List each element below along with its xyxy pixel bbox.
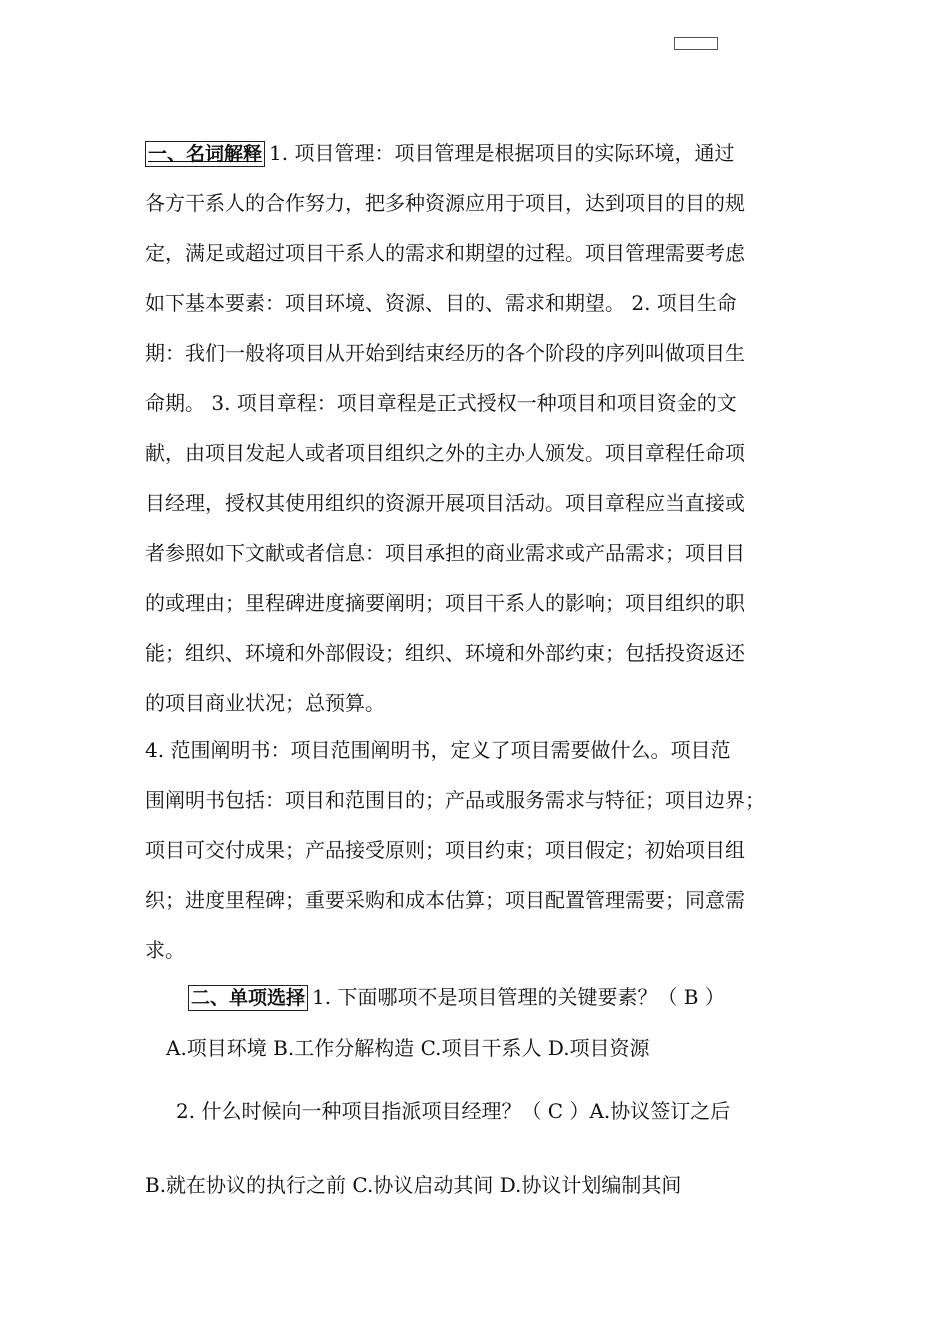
question-2: 2. 什么时候向一种项目指派项目经理？（ C ）A.协议签订之后 <box>176 1099 731 1123</box>
text-line: 的或理由；里程碑进度摘要阐明；项目干系人的影响；项目组织的职 <box>145 591 745 615</box>
section-heading-definitions: 一、名词解释 <box>145 141 265 167</box>
question-2-options: B.就在协议的执行之前 C.协议启动其间 D.协议计划编制其间 <box>145 1173 682 1197</box>
section-heading-single-choice: 二、单项选择 <box>188 985 308 1011</box>
text-line: 者参照如下文献或者信息：项目承担的商业需求或产品需求；项目目 <box>145 541 745 565</box>
text-line: 如下基本要素：项目环境、资源、目的、需求和期望。 2. 项目生命 <box>145 291 737 315</box>
definitions-first-line <box>145 128 825 178</box>
text-line: 1. 项目管理：项目管理是根据项目的实际环境，通过 <box>269 141 735 165</box>
text-line: 献，由项目发起人或者项目组织之外的主办人颁发。项目章程任命项 <box>145 441 745 465</box>
text-line: 的项目商业状况；总预算。 <box>145 691 385 715</box>
text-line: 求。 <box>145 938 185 962</box>
text-line: 目经理，授权其使用组织的资源开展项目活动。项目章程应当直接或 <box>145 491 745 515</box>
scope-statement-paragraph <box>145 725 825 975</box>
text-line: 各方干系人的合作努力，把多种资源应用于项目，达到项目的目的规 <box>145 191 745 215</box>
text-line: 能；组织、环境和外部假设；组织、环境和外部约束；包括投资返还 <box>145 641 745 665</box>
text-line: 4. 范围阐明书：项目范围阐明书，定义了项目需要做什么。项目范 <box>145 738 731 762</box>
text-line: 定，满足或超过项目干系人的需求和期望的过程。项目管理需要考虑 <box>145 241 745 265</box>
text-line: 命期。 3. 项目章程：项目章程是正式授权一种项目和项目资金的文 <box>145 391 737 415</box>
text-line: 项目可交付成果；产品接受原则；项目约束；项目假定；初始项目组 <box>145 838 745 862</box>
text-line: 期：我们一般将项目从开始到结束经历的各个阶段的序列叫做项目生 <box>145 341 745 365</box>
page-number-box <box>674 37 718 50</box>
multiple-choice-header-line <box>188 972 725 1022</box>
definitions-section <box>145 128 825 728</box>
text-line: 织；进度里程碑；重要采购和成本估算；项目配置管理需要；同意需 <box>145 888 745 912</box>
question-1: 1. 下面哪项不是项目管理的关键要素？（ B ） <box>312 985 725 1009</box>
question-1-options: A.项目环境 B.工作分解构造 C.项目干系人 D.项目资源 <box>166 1036 650 1060</box>
text-line: 围阐明书包括：项目和范围目的；产品或服务需求与特征；项目边界； <box>145 788 765 812</box>
